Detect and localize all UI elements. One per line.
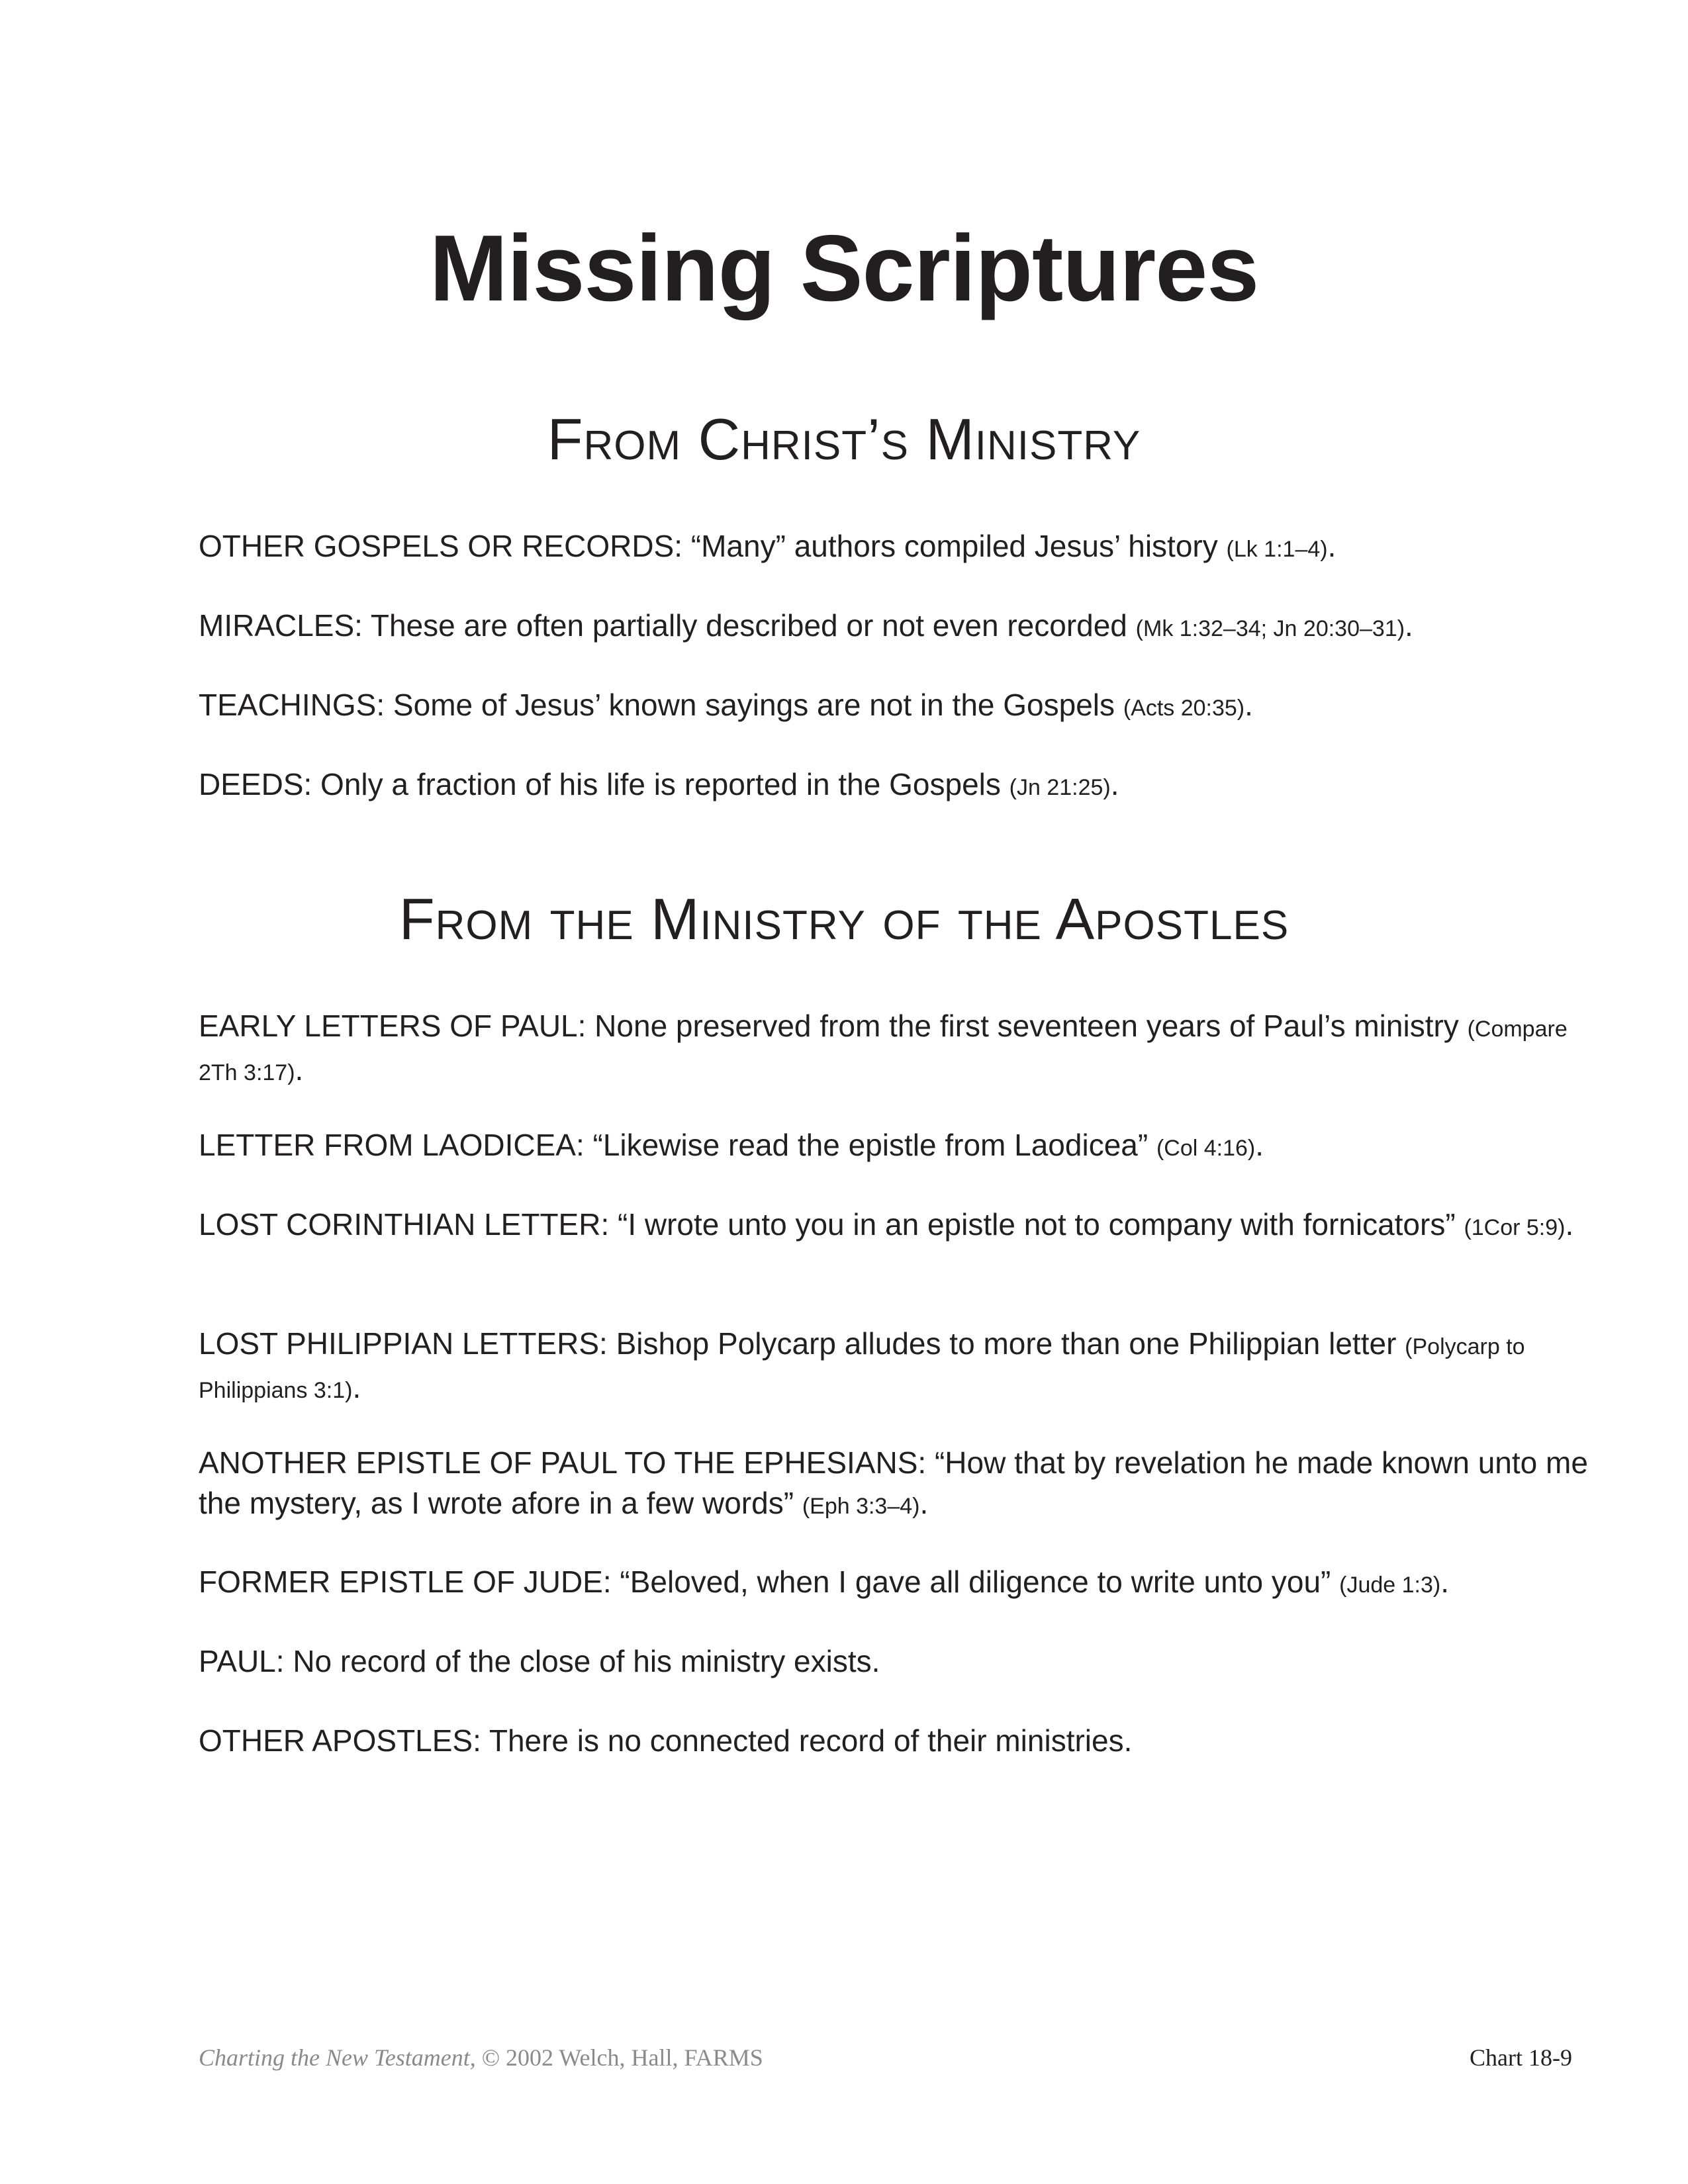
- entry-end: .: [295, 1052, 304, 1087]
- entry-reference: (Lk 1:1–4): [1226, 537, 1328, 562]
- entry-end: .: [1440, 1565, 1450, 1599]
- entry-paul: [199, 1641, 1589, 1682]
- entry-text: DEEDS: Only a fraction of his life is reported in the Gospels: [199, 767, 1009, 801]
- entry-text: ANOTHER EPISTLE OF PAUL TO THE EPHESIANS: “How that by revelation he made known unto me the mystery, as I wrote afore in a few words”: [199, 1445, 1588, 1520]
- footer-book-title: Charting the New Testament,: [199, 2044, 476, 2071]
- footer-chart-number: Chart 18-9: [1470, 2044, 1572, 2071]
- entry-early-letters-of-paul: [199, 1006, 1589, 1093]
- entry-another-epistle-to-ephesians: [199, 1443, 1589, 1527]
- section-heading-christ-ministry: From Christ’s Ministry: [547, 406, 1141, 472]
- entry-former-epistle-of-jude: [199, 1562, 1589, 1606]
- entry-reference: (Acts 20:35): [1123, 696, 1245, 721]
- entry-end: .: [1327, 529, 1336, 563]
- entry-reference: (Col 4:16): [1156, 1136, 1256, 1161]
- entry-text: PAUL: No record of the close of his ministry exists.: [199, 1644, 880, 1678]
- entry-reference: (Mk 1:32–34; Jn 20:30–31): [1135, 616, 1405, 641]
- entry-miracles: [199, 606, 1589, 649]
- entry-text: MIRACLES: These are often partially described or not even recorded: [199, 608, 1136, 643]
- footer-copyright: © 2002 Welch, Hall, FARMS: [475, 2044, 763, 2071]
- entry-reference: (Compare 2Th 3:17): [199, 1017, 1568, 1085]
- entry-text: TEACHINGS: Some of Jesus’ known sayings are not in the Gospels: [199, 688, 1123, 722]
- section-heading-apostles-ministry: From the Ministry of the Apostles: [399, 886, 1289, 952]
- entry-lost-philippian-letters: [199, 1324, 1589, 1411]
- entry-end: .: [919, 1486, 929, 1520]
- entry-text: OTHER APOSTLES: There is no connected record of their ministries.: [199, 1723, 1133, 1758]
- entry-other-gospels: [199, 526, 1589, 570]
- entry-end: .: [1244, 688, 1253, 722]
- entry-deeds: [199, 764, 1589, 808]
- page-title: Missing Scriptures: [429, 216, 1259, 321]
- entry-end: .: [352, 1370, 361, 1404]
- entry-text: LOST CORINTHIAN LETTER: “I wrote unto you in an epistle not to company with fornicators”: [199, 1207, 1464, 1242]
- entry-text: OTHER GOSPELS OR RECORDS: “Many” authors compiled Jesus’ history: [199, 529, 1227, 563]
- entry-lost-corinthian-letter: [199, 1205, 1589, 1248]
- entry-end: .: [1405, 608, 1413, 643]
- entry-reference: (Eph 3:3–4): [802, 1494, 920, 1519]
- entry-text: LOST PHILIPPIAN LETTERS: Bishop Polycarp alludes to more than one Philippian letter: [199, 1326, 1405, 1361]
- entry-end: .: [1565, 1207, 1574, 1242]
- entry-end: .: [1255, 1128, 1264, 1162]
- entry-reference: (Polycarp to Philippians 3:1): [199, 1334, 1525, 1403]
- entry-text: EARLY LETTERS OF PAUL: None preserved from the first seventeen years of Paul’s ministry: [199, 1009, 1468, 1043]
- entry-text: FORMER EPISTLE OF JUDE: “Beloved, when I gave all diligence to write unto you”: [199, 1565, 1340, 1599]
- entry-other-apostles: [199, 1721, 1589, 1761]
- entry-reference: (1Cor 5:9): [1464, 1215, 1566, 1240]
- entry-letter-from-laodicea: [199, 1125, 1589, 1169]
- entry-reference: (Jn 21:25): [1009, 775, 1111, 800]
- entry-end: .: [1110, 767, 1119, 801]
- entry-text: LETTER FROM LAODICEA: “Likewise read the epistle from Laodicea”: [199, 1128, 1156, 1162]
- footer-citation: [199, 2044, 763, 2071]
- entry-reference: (Jude 1:3): [1339, 1572, 1441, 1598]
- entry-teachings: [199, 685, 1589, 729]
